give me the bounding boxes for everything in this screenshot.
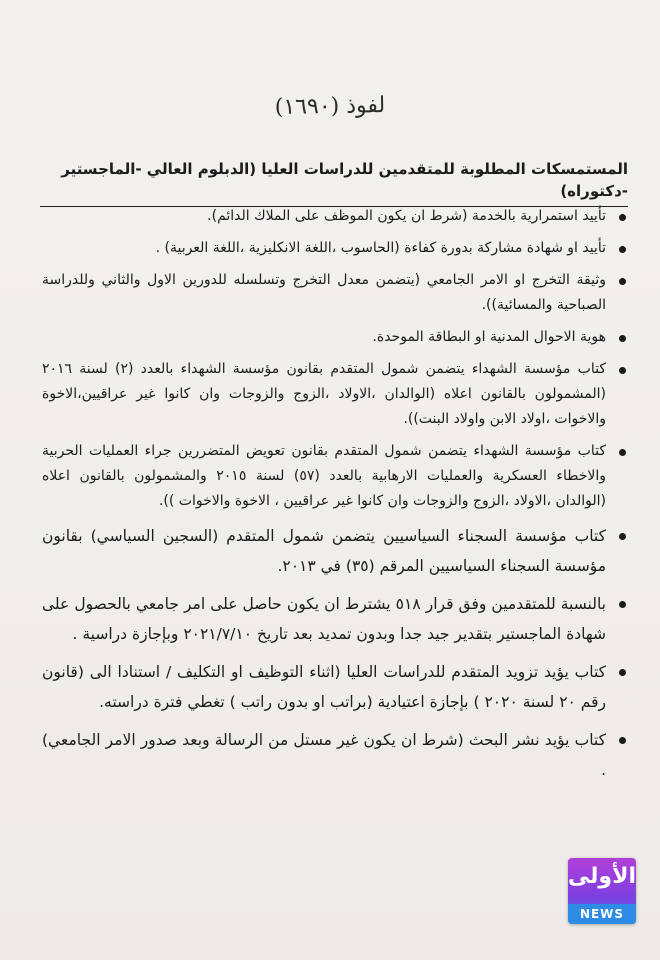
list-item — [42, 236, 628, 261]
list-item-text: بالنسبة للمتقدمين وفق قرار ٥١٨ يشترط ان يكون حاصل على امر جامعي بالحصول على شهادة الماجستير بتقدير جيد جدا وبدون تمديد بعد تاريخ ٢٠٢١/٧/١٠ وبإجازة دراسية . — [42, 595, 606, 643]
bullet-icon — [619, 367, 626, 374]
list-item — [42, 357, 628, 432]
list-item — [42, 204, 628, 229]
document-heading: المستمسكات المطلوبة للمتقدمين للدراسات العليا (الدبلوم العالي -الماجستير -دكتوراه) — [40, 158, 628, 207]
list-item — [42, 589, 628, 649]
list-item-text: تأييد او شهادة مشاركة بدورة كفاءة (الحاسوب ،اللغة الانكليزية ،اللغة العربية) . — [155, 240, 606, 256]
list-item-text: كتاب يؤيد تزويد المتقدم للدراسات العليا (اثناء التوظيف او التكليف / استنادا الى (قانون رقم ٢٠ لسنة ٢٠٢٠ ) بإجازة اعتيادية (براتب او بدون راتب ) تغطي فترة دراسته. — [42, 663, 606, 711]
list-item-text: وثيقة التخرج او الامر الجامعي (يتضمن معدل التخرج وتسلسله للدورين الاول والثاني وللدراسة الصباحية والمسائية)). — [42, 272, 606, 313]
bullet-icon — [619, 246, 626, 253]
bullet-icon — [619, 214, 626, 221]
list-item-text: كتاب مؤسسة الشهداء يتضمن شمول المتقدم بقانون مؤسسة الشهداء بالعدد (٢) لسنة ٢٠١٦ (المشمولون بالقانون اعلاه (الوالدان ،الاولاد ،الزوج والزوجات وان كانوا غير عراقيين،الاخوة والاخوات ،اولاد الابن واولاد البنت)). — [42, 361, 606, 427]
bullet-icon — [619, 449, 626, 456]
list-item-text: كتاب يؤيد نشر البحث (شرط ان يكون غير مستل من الرسالة وبعد صدور الامر الجامعي) . — [42, 731, 606, 779]
list-item — [42, 521, 628, 581]
list-item-text: كتاب مؤسسة السجناء السياسيين يتضمن شمول المتقدم (السجين السياسي) بقانون مؤسسة السجناء السياسيين المرقم (٣٥) في ٢٠١٣. — [42, 527, 606, 575]
bullet-icon — [619, 601, 626, 608]
handwritten-note: لفوذ (١٦٩٠) — [274, 93, 386, 120]
bullet-icon — [619, 737, 626, 744]
bullet-icon — [619, 669, 626, 676]
list-item-text: تأييد استمرارية بالخدمة (شرط ان يكون الموظف على الملاك الدائم). — [207, 208, 606, 224]
logo-mark: الأولى — [568, 864, 636, 889]
requirements-list — [42, 204, 628, 793]
list-item — [42, 325, 628, 350]
list-item-text: هوية الاحوال المدنية او البطاقة الموحدة. — [372, 329, 606, 345]
bullet-icon — [619, 533, 626, 540]
list-item — [42, 268, 628, 318]
list-item — [42, 657, 628, 717]
bullet-icon — [619, 278, 626, 285]
logo-caption: NEWS — [568, 904, 636, 924]
list-item — [42, 725, 628, 785]
news-logo — [568, 858, 636, 924]
list-item — [42, 439, 628, 514]
bullet-icon — [619, 335, 626, 342]
list-item-text: كتاب مؤسسة الشهداء يتضمن شمول المتقدم بقانون تعويض المتضررين جراء العمليات الحربية والاخطاء العسكرية والعمليات الارهابية بالعدد (٥٧) لسنة ٢٠١٥ والمشمولون بالقانون اعلاه (الوالدان ،الاولاد ،الزوج والزوجات وان كانوا غير عراقيين ، الاخوة والاخوات )). — [42, 443, 606, 509]
